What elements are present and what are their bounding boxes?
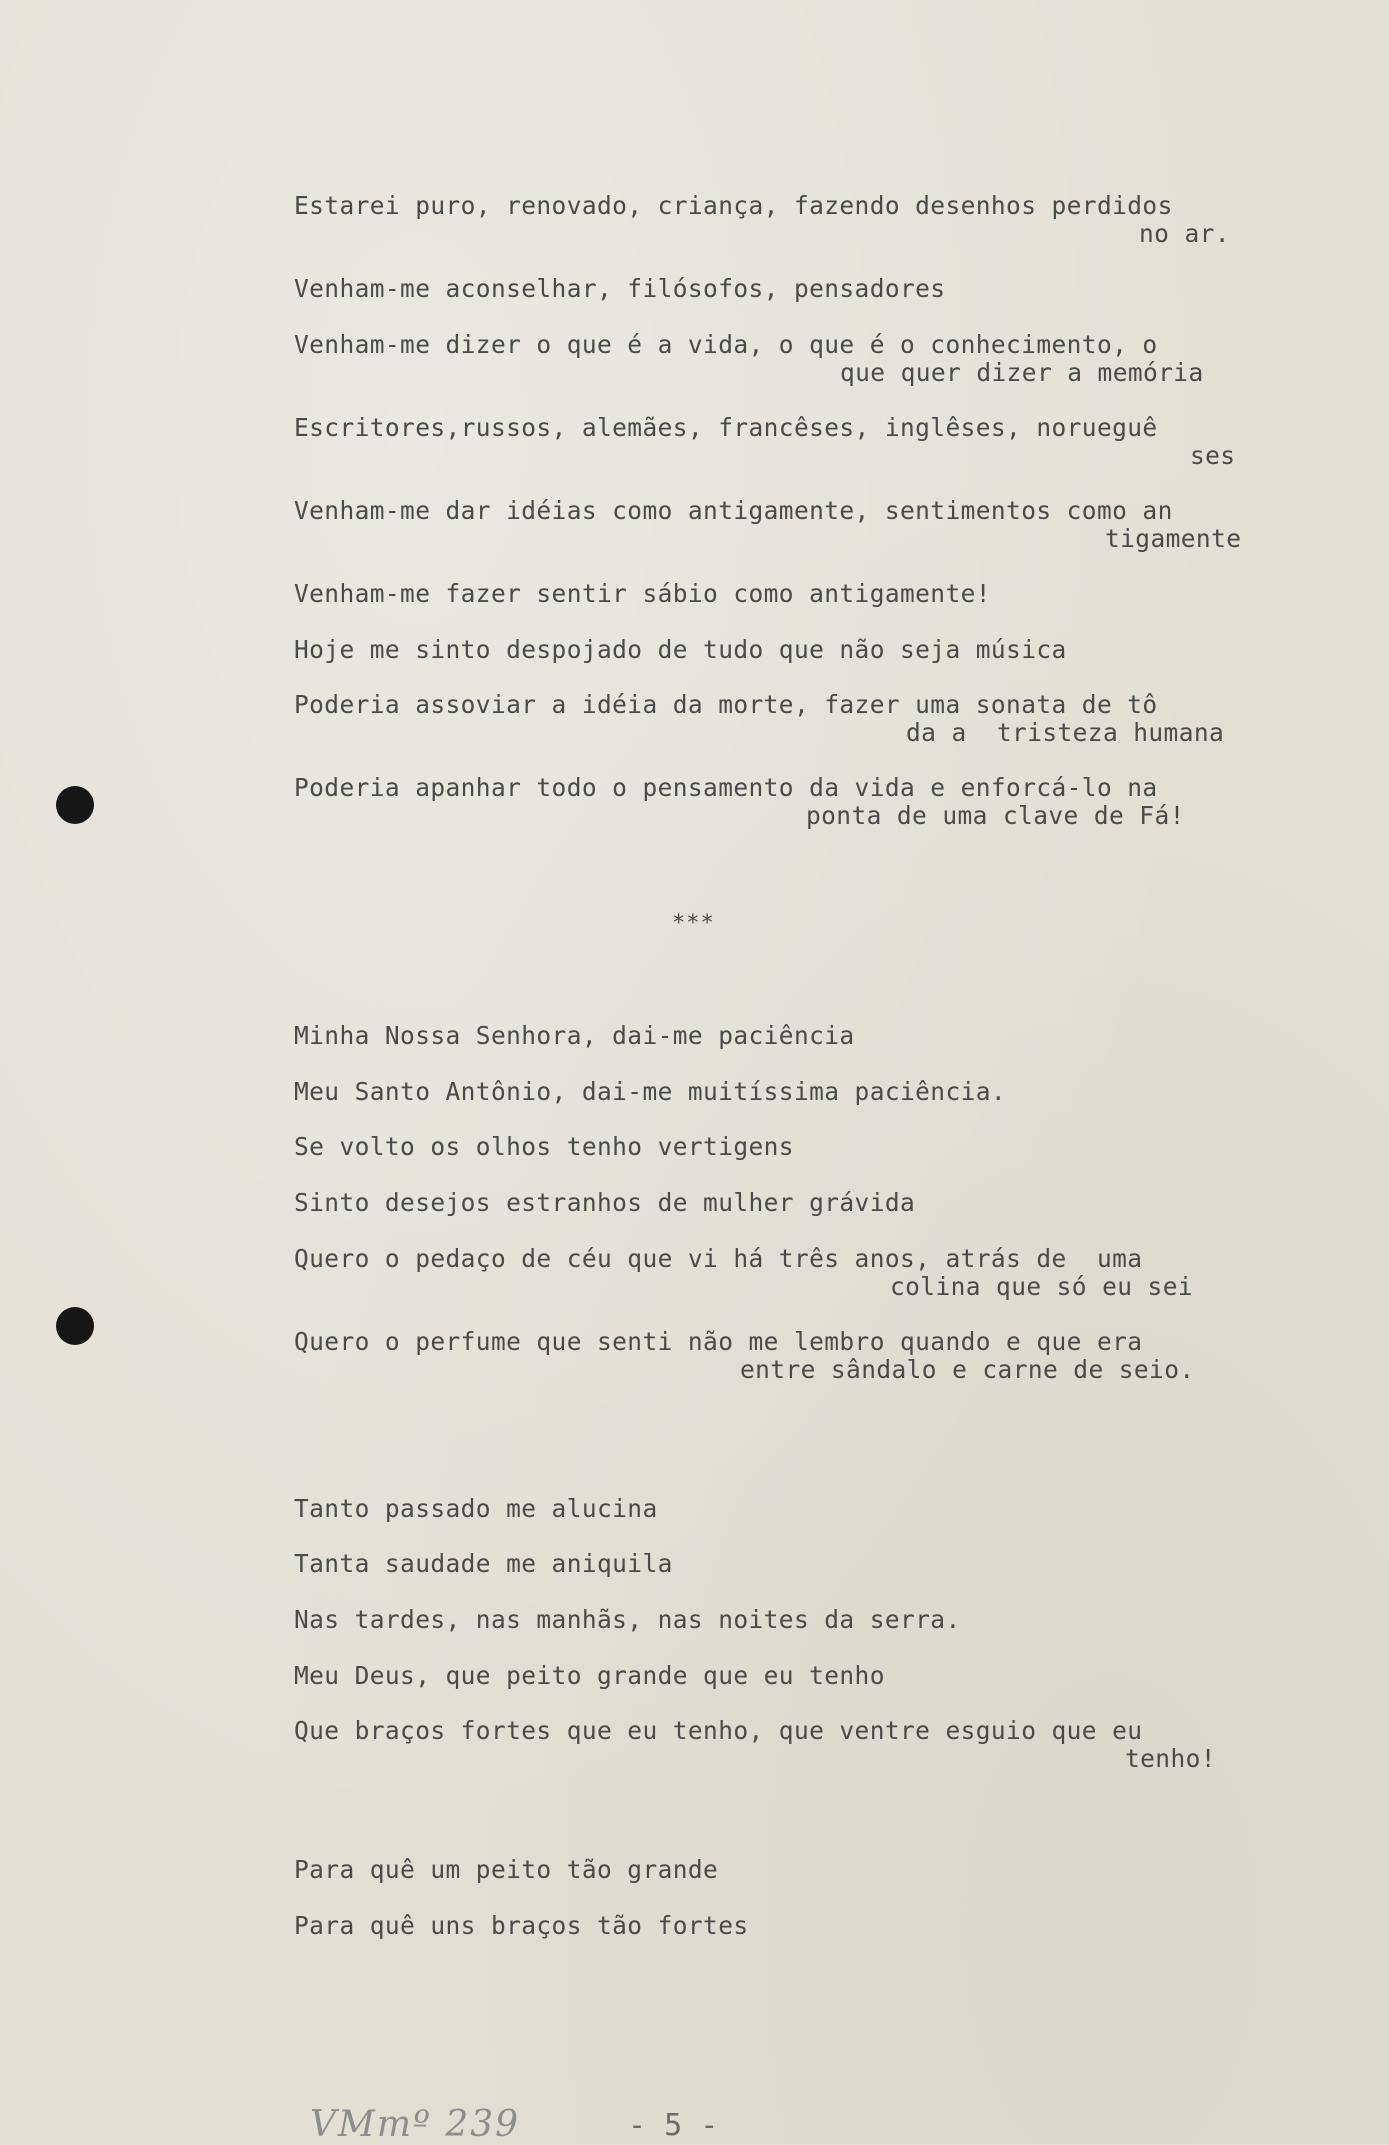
poem-line-continuation: entre sândalo e carne de seio. <box>740 1355 1195 1384</box>
poem-line-continuation: da a tristeza humana <box>906 718 1225 747</box>
poem-line-continuation: colina que só eu sei <box>890 1272 1194 1301</box>
poem-line-continuation: que quer dizer a memória <box>840 358 1204 387</box>
poem-line-continuation: tigamente <box>1105 524 1242 553</box>
poem-line: Que braços fortes que eu tenho, que ventre esguio que eu <box>294 1716 1143 1745</box>
poem-line: Venham-me fazer sentir sábio como antigamente! <box>294 579 991 608</box>
poem-line: Para quê um peito tão grande <box>294 1855 719 1884</box>
poem-line-continuation: tenho! <box>1125 1744 1216 1773</box>
poem-line: Meu Deus, que peito grande que eu tenho <box>294 1661 885 1690</box>
poem-line: Minha Nossa Senhora, dai-me paciência <box>294 1021 855 1050</box>
poem-line: Sinto desejos estranhos de mulher grávida <box>294 1188 916 1217</box>
poem-line: Nas tardes, nas manhãs, nas noites da serra. <box>294 1605 961 1634</box>
section-separator: *** <box>672 911 715 936</box>
poem-line: Meu Santo Antônio, dai-me muitíssima paciência. <box>294 1077 1007 1106</box>
poem-line: Hoje me sinto despojado de tudo que não seja música <box>294 635 1067 664</box>
poem-line: Quero o pedaço de céu que vi há três anos, atrás de uma <box>294 1244 1143 1273</box>
poem-line-continuation: no ar. <box>1139 219 1230 248</box>
poem-line: Tanta saudade me aniquila <box>294 1549 673 1578</box>
poem-line: Se volto os olhos tenho vertigens <box>294 1132 794 1161</box>
archive-catalog-mark: VMmº 239 <box>310 2104 521 2145</box>
punch-hole-lower <box>56 1307 94 1345</box>
poem-line: Escritores,russos, alemães, francêses, inglêses, norueguê <box>294 413 1158 442</box>
poem-line-continuation: ses <box>1190 441 1236 470</box>
poem-line-continuation: ponta de uma clave de Fá! <box>806 801 1185 830</box>
punch-hole-upper <box>56 786 94 824</box>
poem-line: Poderia assoviar a idéia da morte, fazer uma sonata de tô <box>294 690 1158 719</box>
poem-line: Venham-me dar idéias como antigamente, sentimentos como an <box>294 496 1173 525</box>
poem-line: Poderia apanhar todo o pensamento da vida e enforcá-lo na <box>294 773 1158 802</box>
poem-line: Estarei puro, renovado, criança, fazendo desenhos perdidos <box>294 191 1173 220</box>
poem-line: Para quê uns braços tão fortes <box>294 1911 749 1940</box>
poem-line: Quero o perfume que senti não me lembro quando e que era <box>294 1327 1143 1356</box>
poem-line: Venham-me dizer o que é a vida, o que é o conhecimento, o <box>294 330 1158 359</box>
poem-line: Tanto passado me alucina <box>294 1494 658 1523</box>
poem-line: Venham-me aconselhar, filósofos, pensadores <box>294 274 946 303</box>
page-number: - 5 - <box>628 2108 719 2143</box>
